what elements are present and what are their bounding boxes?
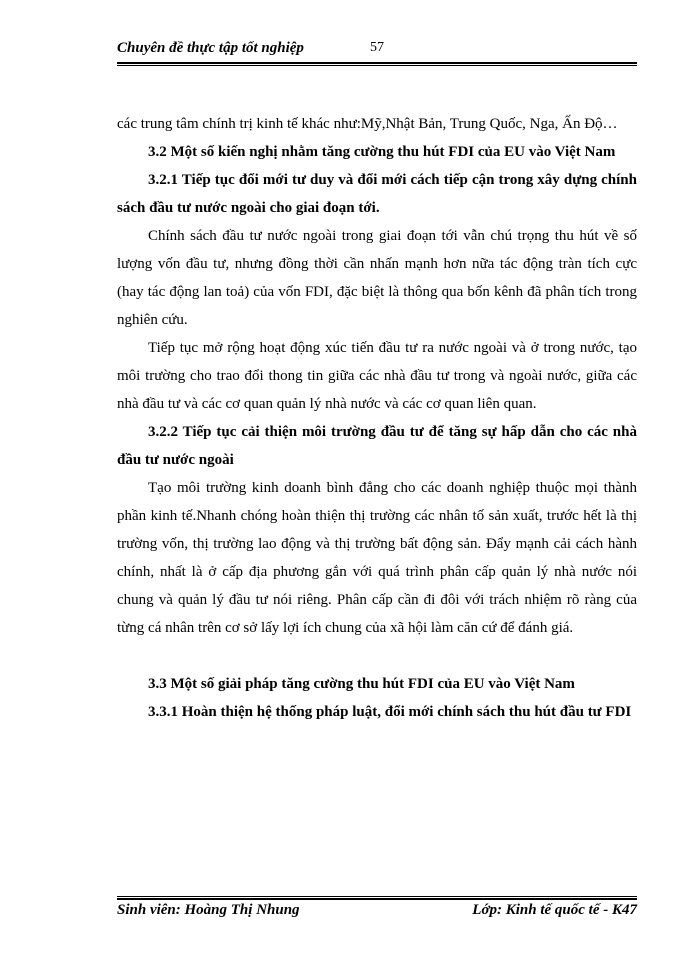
- footer-student: Sinh viên: Hoàng Thị Nhung: [117, 902, 300, 918]
- page-number: 57: [370, 40, 384, 55]
- section-3-2-2-heading: 3.2.2 Tiếp tục cải thiện môi trường đầu tư để tăng sự hấp dẫn cho các nhà đầu tư nước ngoài: [117, 424, 637, 468]
- header-title: Chuyên đề thực tập tốt nghiệp: [117, 40, 304, 56]
- paragraph-continuation: các trung tâm chính trị kinh tế khác như:Mỹ,Nhật Bản, Trung Quốc, Nga, Ấn Độ…: [117, 116, 618, 132]
- footer-rule-thick: [117, 898, 637, 900]
- footer-rule-thin: [117, 896, 637, 897]
- header-rule-thick: [117, 62, 637, 64]
- footer-class: Lớp: Kinh tế quốc tế - K47: [472, 902, 637, 918]
- spacer: [117, 642, 637, 670]
- paragraph-3-2-1-b: Tiếp tục mở rộng hoạt động xúc tiến đầu tư ra nước ngoài và ở trong nước, tạo môi trường cho trao đổi thong tin giữa các nhà đầu tư trong và ngoài nước, giữa các nhà đầu tư và các cơ quan quản lý nhà nước và các cơ quan liên quan.: [117, 340, 637, 412]
- header-rule-thin: [117, 65, 637, 66]
- paragraph-3-2-1-a: Chính sách đầu tư nước ngoài trong giai đoạn tới vẫn chú trọng thu hút về số lượng vốn đầu tư, nhưng đồng thời cần nhấn mạnh hơn nữa tác động tràn tích cực (hay tác động lan toả) của vốn FDI, đặc biệt là thông qua bốn kênh đã phân tích trong nghiên cứu.: [117, 228, 637, 328]
- page-header: [117, 40, 637, 62]
- section-3-2-1-heading: 3.2.1 Tiếp tục đổi mới tư duy và đổi mới cách tiếp cận trong xây dựng chính sách đầu tư nước ngoài cho giai đoạn tới.: [117, 172, 637, 216]
- section-3-2-heading: 3.2 Một số kiến nghị nhằm tăng cường thu hút FDI của EU vào Việt Nam: [148, 144, 616, 160]
- page-footer: [117, 902, 637, 924]
- paragraph-3-2-2: Tạo môi trường kinh doanh bình đẳng cho các doanh nghiệp thuộc mọi thành phần kinh tế.Nhanh chóng hoàn thiện thị trường các nhân tố sản xuất, trước hết là thị trường vốn, thị trường lao động và thị trường bất động sản. Đẩy mạnh cải cách hành chính, nhất là ở cấp địa phương gắn với quá trình phân cấp quản lý nhà nước nói chung và quản lý đầu tư nói riêng. Phân cấp cần đi đôi với trách nhiệm rõ ràng của từng cá nhân trên cơ sở lấy lợi ích chung của xã hội làm căn cứ để đánh giá.: [117, 480, 637, 636]
- section-3-3-heading: 3.3 Một số giải pháp tăng cường thu hút FDI của EU vào Việt Nam: [148, 676, 575, 692]
- page-body: [117, 110, 637, 726]
- section-3-3-1-heading: 3.3.1 Hoàn thiện hệ thống pháp luật, đổi mới chính sách thu hút đầu tư FDI: [148, 704, 632, 720]
